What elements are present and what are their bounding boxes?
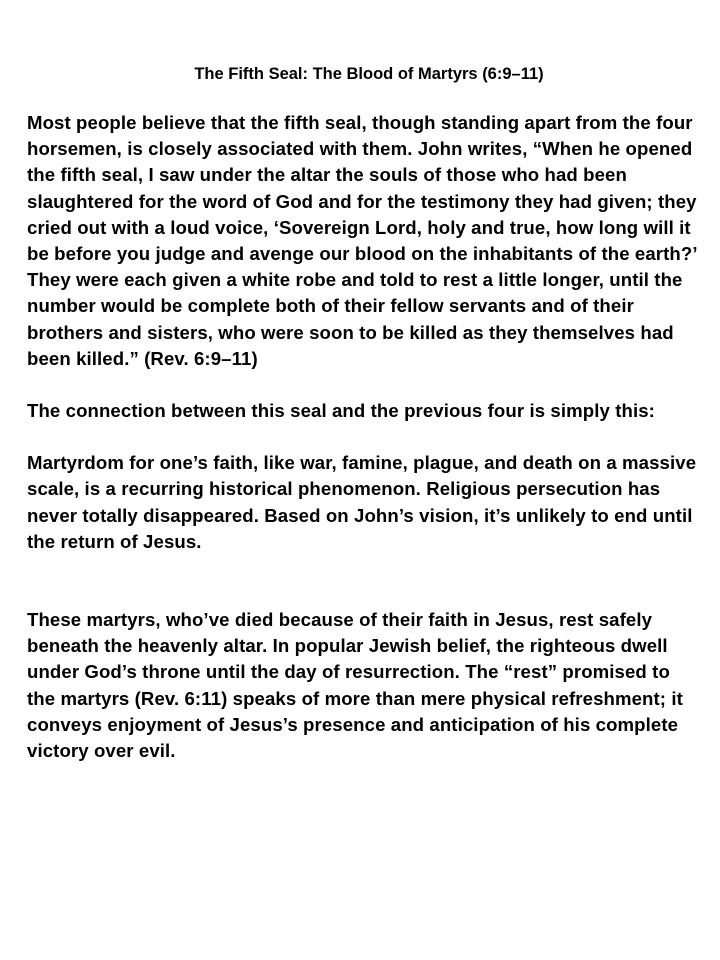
paragraph-fifth-seal-quote: Most people believe that the fifth seal, though standing apart from the four horsemen, is closely associated with them. John writes, “When he opened the fifth seal, I saw under the altar the souls of those who had been slaughtered for the word of God and for the testimony they had given; they cried out with a loud voice, ‘Sovereign Lord, holy and true, how long will it be before you judge and avenge our blood on the inhabitants of the earth?’ They were each given a white robe and told to rest a little longer, until the number would be complete both of their fellow servants and of their brothers and sisters, who were soon to be killed as they themselves had been killed.” (Rev. 6:9–11) bbox=[27, 112, 697, 369]
document-title: The Fifth Seal: The Blood of Martyrs (6:9–11) bbox=[194, 65, 544, 83]
document-page bbox=[27, 62, 697, 764]
paragraph-connection: The connection between this seal and the previous four is simply this: bbox=[27, 400, 655, 422]
paragraph-martyrs-rest: These martyrs, who’ve died because of their faith in Jesus, rest safely beneath the heavenly altar. In popular Jewish belief, the righteous dwell under God’s throne until the day of resurrection. The “rest” promised to the martyrs (Rev. 6:11) speaks of more than mere physical refreshment; it conveys enjoyment of Jesus’s presence and anticipation of his complete victory over evil. bbox=[27, 609, 683, 762]
paragraph-martyrdom: Martyrdom for one’s faith, like war, famine, plague, and death on a massive scale, is a recurring historical phenomenon. Religious persecution has never totally disappeared. Based on John’s vision, it’s unlikely to end until the return of Jesus. bbox=[27, 452, 697, 552]
